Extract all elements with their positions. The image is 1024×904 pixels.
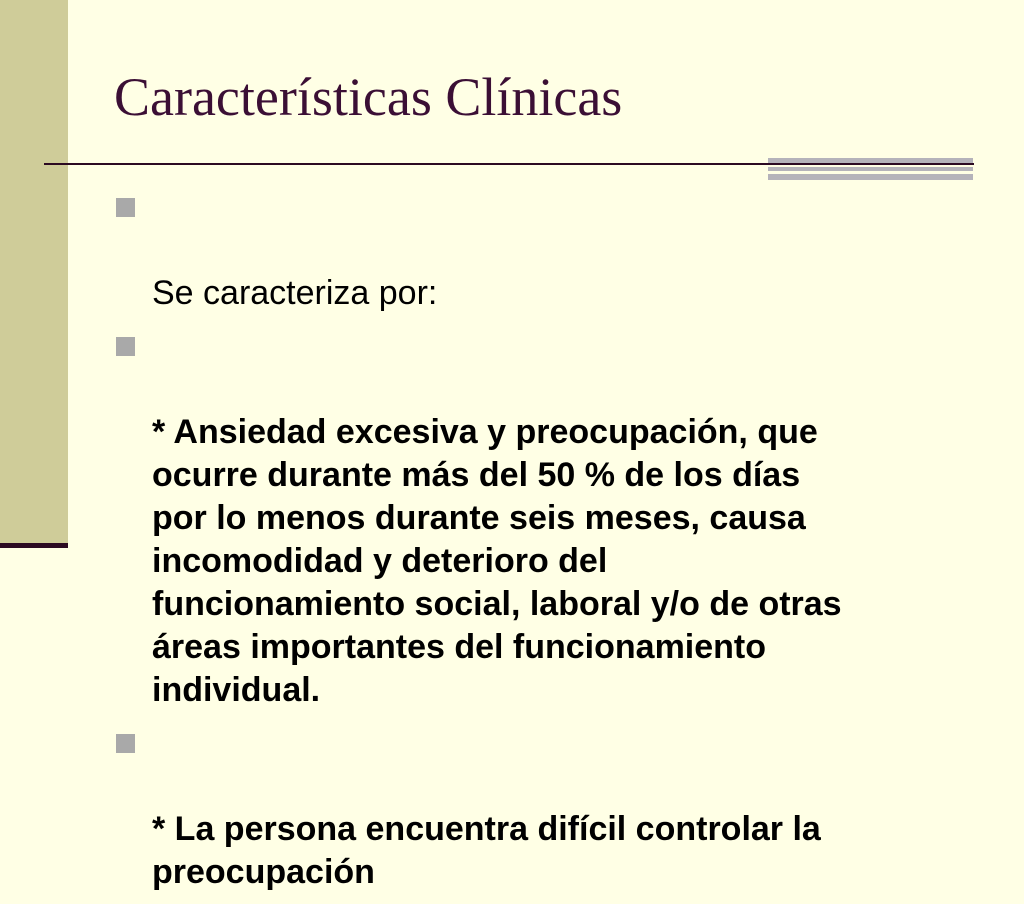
- gray-square-bullet-icon: [116, 337, 135, 356]
- accent-bar-middle: [768, 167, 973, 171]
- bullet-item-hard-to-control: [116, 722, 986, 894]
- bullet-text: Se caracteriza por:: [152, 274, 438, 312]
- bullet-text: * Ansiedad excesiva y preocupación, que ocurre durante más del 50 % de los días por lo menos durante seis meses, causa incomodidad y deterioro del funcionamiento social, laboral y/o de otras áreas importantes del funcionamiento individual.: [152, 413, 842, 709]
- slide-title: Características Clínicas: [114, 67, 623, 127]
- side-decorative-band: [0, 0, 68, 545]
- decorative-accent-bars: [768, 158, 973, 180]
- bullet-list: [116, 186, 986, 904]
- bullet-item-excessive-anxiety: [116, 325, 986, 712]
- accent-bar-top: [768, 158, 973, 163]
- accent-bar-bottom: [768, 174, 973, 180]
- side-band-divider: [0, 543, 68, 548]
- gray-square-bullet-icon: [116, 734, 135, 753]
- gray-square-bullet-icon: [116, 198, 135, 217]
- bullet-item-characterized-by: [116, 186, 986, 315]
- bullet-text: * La persona encuentra difícil controlar la preocupación: [152, 810, 821, 891]
